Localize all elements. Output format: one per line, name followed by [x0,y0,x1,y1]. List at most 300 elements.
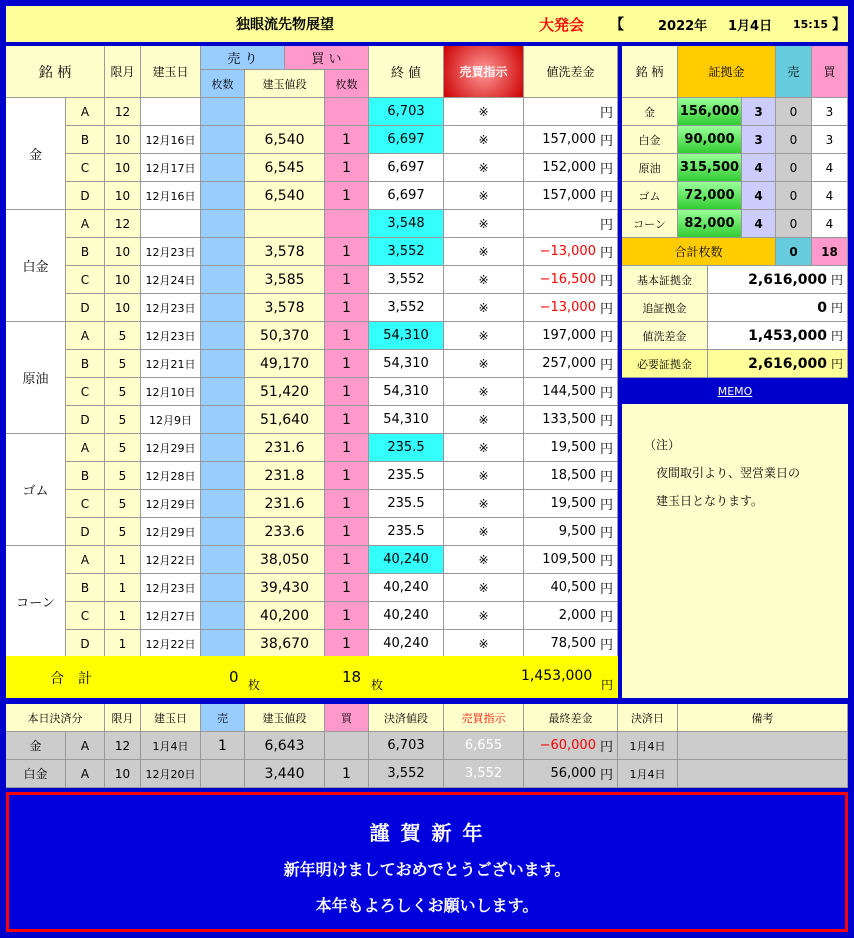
row-instruction[interactable]: ※ [444,322,524,350]
group-name: 白金 [6,210,66,322]
yen-unit: 円 [830,301,843,315]
header-year: 2022年 [658,18,708,34]
row-instruction[interactable]: ※ [444,406,524,434]
yen-unit: 円 [599,638,613,653]
side-row-buy: 3 [812,98,848,126]
row-date: 12月29日 [141,434,201,462]
row-instruction[interactable]: ※ [444,350,524,378]
row-diff [524,602,618,630]
yen-unit: 円 [599,302,613,317]
totals-buy: 18 [342,668,362,686]
row-date: 12月29日 [141,490,201,518]
bracket-close: 】 [832,17,846,33]
yen-unit: 円 [599,442,613,457]
row-diff [524,462,618,490]
row-instruction[interactable]: ※ [444,518,524,546]
row-instruction[interactable]: ※ [444,238,524,266]
page-title: 独眼流先物展望 [236,17,334,33]
settle-header-date: 建玉日 [141,704,201,732]
row-close: 40,240 [369,546,444,574]
row-close: 54,310 [369,378,444,406]
row-diff-value: 9,500 [558,524,596,539]
header-bar [6,6,848,42]
settle-row-instruction: 6,655 [444,732,524,760]
row-entry-price [245,210,325,238]
settlement-table [6,704,848,788]
row-limit: 5 [105,322,141,350]
yen-unit: 円 [599,582,613,597]
side-header-sell: 売 [776,46,812,98]
row-limit: 1 [105,602,141,630]
row-diff-value: 2,000 [558,608,596,623]
row-limit: 12 [105,98,141,126]
positions-table [6,46,618,698]
totals-yen: 円 [601,678,614,692]
row-date: 12月23日 [141,238,201,266]
row-sell-qty [201,126,245,154]
row-sub: B [66,238,105,266]
settle-header-final: 最終差金 [524,704,618,732]
row-limit: 5 [105,462,141,490]
yen-unit: 円 [599,274,613,289]
row-diff [524,126,618,154]
row-instruction[interactable]: ※ [444,434,524,462]
row-date: 12月29日 [141,518,201,546]
row-close: 235.5 [369,518,444,546]
row-instruction[interactable]: ※ [444,154,524,182]
row-limit: 10 [105,294,141,322]
side-row-name: 原油 [622,154,678,182]
row-limit: 10 [105,154,141,182]
row-entry-price: 233.6 [245,518,325,546]
settle-row-note [678,760,848,788]
row-instruction[interactable]: ※ [444,630,524,658]
row-close: 235.5 [369,490,444,518]
row-sell-qty [201,266,245,294]
row-sub: D [66,518,105,546]
yen-unit: 円 [599,330,613,345]
row-close: 40,240 [369,630,444,658]
row-instruction[interactable]: ※ [444,98,524,126]
summary-value-text: 0 [817,299,827,316]
settle-row-date: 12月20日 [141,760,201,788]
row-buy-qty: 1 [325,294,369,322]
settle-row-price: 6,643 [245,732,325,760]
row-limit: 10 [105,238,141,266]
header-date: 1月4日 [728,18,773,34]
row-date [141,98,201,126]
side-row-sell: 0 [776,126,812,154]
settle-row-settle-date: 1月4日 [618,760,678,788]
header-buy-qty: 枚数 [325,70,369,98]
row-diff [524,154,618,182]
row-entry-price: 6,540 [245,126,325,154]
side-row-sell: 0 [776,182,812,210]
row-date: 12月23日 [141,322,201,350]
row-close: 3,552 [369,238,444,266]
row-instruction[interactable]: ※ [444,574,524,602]
row-date: 12月21日 [141,350,201,378]
row-diff-value: 257,000 [542,356,596,371]
row-entry-price: 38,050 [245,546,325,574]
totals-label: 合 計 [50,671,92,687]
row-buy-qty: 1 [325,434,369,462]
row-close: 235.5 [369,462,444,490]
summary-value-text: 2,616,000 [748,355,827,372]
row-date: 12月16日 [141,182,201,210]
row-instruction[interactable]: ※ [444,462,524,490]
row-date: 12月24日 [141,266,201,294]
row-diff [524,378,618,406]
side-header-margin: 証拠金 [678,46,776,98]
side-row-name: 白金 [622,126,678,154]
row-sell-qty [201,154,245,182]
side-row-lots: 4 [742,210,776,238]
row-date: 12月16日 [141,126,201,154]
row-diff [524,630,618,658]
side-row-lots: 3 [742,126,776,154]
settle-row-sell [201,760,245,788]
row-sub: B [66,126,105,154]
row-entry-price: 3,578 [245,238,325,266]
side-header-buy: 買 [812,46,848,98]
row-buy-qty [325,210,369,238]
yen-unit: 円 [599,134,613,149]
yen-unit: 円 [599,768,613,783]
settle-row-instruction: 3,552 [444,760,524,788]
yen-unit: 円 [599,610,613,625]
memo-line-1: （注） [644,438,681,452]
row-sub: A [66,210,105,238]
row-sell-qty [201,602,245,630]
settle-row-final-value: −60,000 [539,738,596,753]
row-sell-qty [201,210,245,238]
group-name: 原油 [6,322,66,434]
row-diff [524,406,618,434]
row-diff-value: 109,500 [542,552,596,567]
row-diff-value: 197,000 [542,328,596,343]
side-row-margin: 72,000 [678,182,742,210]
row-buy-qty: 1 [325,154,369,182]
header-sell-qty: 枚数 [201,70,245,98]
row-buy-qty: 1 [325,630,369,658]
yen-unit: 円 [599,358,613,373]
yen-unit: 円 [830,329,843,343]
memo-box [622,404,848,698]
row-buy-qty: 1 [325,266,369,294]
side-row-buy: 4 [812,154,848,182]
yen-unit: 円 [599,526,613,541]
side-row-name: ゴム [622,182,678,210]
row-date [141,210,201,238]
row-sell-qty [201,350,245,378]
group-name: ゴム [6,434,66,546]
row-diff [524,266,618,294]
side-total-label: 合計枚数 [622,238,776,266]
settle-header-limit: 限月 [105,704,141,732]
row-limit: 5 [105,490,141,518]
row-entry-price: 3,578 [245,294,325,322]
side-row-lots: 3 [742,98,776,126]
banner-title: 謹 賀 新 年 [369,821,485,845]
yen-unit: 円 [599,554,613,569]
totals-diff: 1,453,000 [521,668,593,684]
row-buy-qty: 1 [325,350,369,378]
group-name: コーン [6,546,66,658]
row-diff-value: −13,000 [539,244,596,259]
yen-unit: 円 [599,106,613,121]
row-diff [524,574,618,602]
row-buy-qty: 1 [325,462,369,490]
settle-row-name: 金 [6,732,66,760]
settle-row-final [524,760,618,788]
header-brand: 銘 柄 [6,46,105,98]
row-date: 12月22日 [141,546,201,574]
bracket-open: 【 [610,17,624,33]
row-limit: 5 [105,350,141,378]
row-limit: 1 [105,546,141,574]
settle-row-buy: 1 [325,760,369,788]
row-close: 54,310 [369,406,444,434]
group-name: 金 [6,98,66,210]
side-row-margin: 90,000 [678,126,742,154]
side-row-margin: 156,000 [678,98,742,126]
row-diff-value: −13,000 [539,300,596,315]
totals-sell: 0 [229,668,239,686]
row-close: 6,697 [369,126,444,154]
settle-header-settle-price: 決済値段 [369,704,444,732]
row-diff [524,210,618,238]
row-sub: B [66,462,105,490]
row-instruction[interactable]: ※ [444,266,524,294]
side-row-lots: 4 [742,182,776,210]
header-buy: 買 い [285,46,369,70]
row-sell-qty [201,630,245,658]
row-sell-qty [201,406,245,434]
row-limit: 1 [105,630,141,658]
row-sub: C [66,602,105,630]
row-entry-price: 231.6 [245,490,325,518]
row-instruction[interactable]: ※ [444,378,524,406]
settle-row-limit: 10 [105,760,141,788]
row-entry-price: 38,670 [245,630,325,658]
settle-row-settle-date: 1月4日 [618,732,678,760]
row-entry-price: 231.8 [245,462,325,490]
side-row-sell: 0 [776,210,812,238]
memo-link[interactable] [622,382,848,400]
row-sell-qty [201,182,245,210]
yen-unit: 円 [599,498,613,513]
yen-unit: 円 [599,740,613,755]
row-buy-qty: 1 [325,602,369,630]
settle-header-sell: 売 [201,704,245,732]
row-date: 12月9日 [141,406,201,434]
row-instruction[interactable]: ※ [444,294,524,322]
row-sub: A [66,98,105,126]
summary-value [708,322,848,350]
settle-row-sub: A [66,760,105,788]
row-sell-qty [201,434,245,462]
row-date: 12月27日 [141,602,201,630]
banner-line-2: 本年もよろしくお願いします。 [315,896,539,915]
row-diff [524,98,618,126]
row-limit: 1 [105,574,141,602]
side-row-name: コーン [622,210,678,238]
row-entry-price: 39,430 [245,574,325,602]
summary-label: 必要証拠金 [622,350,708,378]
row-buy-qty: 1 [325,378,369,406]
row-sell-qty [201,238,245,266]
memo-link-text[interactable]: MEMO [717,384,753,398]
summary-label: 基本証拠金 [622,266,708,294]
row-close: 3,552 [369,266,444,294]
row-buy-qty: 1 [325,406,369,434]
row-sell-qty [201,294,245,322]
settle-row-name: 白金 [6,760,66,788]
new-year-banner [6,792,848,932]
row-sell-qty [201,490,245,518]
row-instruction[interactable]: ※ [444,546,524,574]
row-close: 6,697 [369,154,444,182]
row-sub: C [66,154,105,182]
row-diff-value: 78,500 [550,636,596,651]
settle-row-buy [325,732,369,760]
margin-panel [622,46,848,378]
row-sub: D [66,406,105,434]
side-row-margin: 82,000 [678,210,742,238]
row-sub: D [66,630,105,658]
row-sub: A [66,322,105,350]
row-sub: D [66,294,105,322]
memo-line-3: 建玉日となります。 [656,494,764,508]
header-limit: 限月 [105,46,141,98]
row-diff [524,238,618,266]
row-diff-value: 157,000 [542,132,596,147]
row-diff [524,294,618,322]
settle-header-label: 本日決済分 [6,704,105,732]
side-row-buy: 4 [812,210,848,238]
row-sell-qty [201,546,245,574]
settle-header-settle-date: 決済日 [618,704,678,732]
memo-line-2: 夜間取引より、翌営業日の [656,466,801,480]
yen-unit: 円 [599,246,613,261]
row-diff-value: 19,500 [550,440,596,455]
row-buy-qty: 1 [325,518,369,546]
summary-value [708,350,848,378]
header-instruction: 売買指示 [444,46,524,98]
totals-sell-unit: 枚 [248,678,261,692]
row-diff-value: 40,500 [550,580,596,595]
row-diff [524,434,618,462]
yen-unit: 円 [599,414,613,429]
row-instruction[interactable]: ※ [444,602,524,630]
side-row-buy: 3 [812,126,848,154]
row-diff [524,322,618,350]
row-entry-price: 51,420 [245,378,325,406]
row-sell-qty [201,574,245,602]
row-entry-price: 51,640 [245,406,325,434]
settle-row-final-value: 56,000 [550,766,596,781]
totals-buy-unit: 枚 [371,678,384,692]
row-limit: 5 [105,434,141,462]
row-diff [524,518,618,546]
yen-unit: 円 [599,190,613,205]
row-buy-qty: 1 [325,126,369,154]
row-close: 235.5 [369,434,444,462]
row-instruction[interactable]: ※ [444,182,524,210]
row-sell-qty [201,378,245,406]
row-date: 12月10日 [141,378,201,406]
side-total-buy: 18 [812,238,848,266]
settle-row-settle-price: 3,552 [369,760,444,788]
row-limit: 10 [105,182,141,210]
row-buy-qty: 1 [325,574,369,602]
row-entry-price: 6,545 [245,154,325,182]
row-close: 6,697 [369,182,444,210]
settle-row-settle-price: 6,703 [369,732,444,760]
row-diff-value: −16,500 [539,272,596,287]
side-row-sell: 0 [776,98,812,126]
row-diff-value: 133,500 [542,412,596,427]
settle-header-note: 備考 [678,704,848,732]
side-row-buy: 4 [812,182,848,210]
summary-value-text: 1,453,000 [748,327,827,344]
row-limit: 5 [105,518,141,546]
row-diff-value: 152,000 [542,160,596,175]
row-date: 12月23日 [141,294,201,322]
row-buy-qty: 1 [325,238,369,266]
row-diff [524,490,618,518]
row-sell-qty [201,518,245,546]
row-diff-value: 19,500 [550,496,596,511]
row-sell-qty [201,322,245,350]
row-sub: D [66,182,105,210]
row-close: 3,552 [369,294,444,322]
row-limit: 5 [105,406,141,434]
row-sub: C [66,266,105,294]
yen-unit: 円 [599,218,613,233]
row-diff-value: 18,500 [550,468,596,483]
row-sub: B [66,574,105,602]
row-sub: A [66,546,105,574]
header-sell: 売 り [201,46,285,70]
row-buy-qty: 1 [325,322,369,350]
summary-label: 値洗差金 [622,322,708,350]
row-diff-value: 157,000 [542,188,596,203]
row-entry-price: 6,540 [245,182,325,210]
row-buy-qty [325,98,369,126]
summary-value [708,294,848,322]
row-date: 12月17日 [141,154,201,182]
row-instruction[interactable]: ※ [444,210,524,238]
row-entry-price: 3,585 [245,266,325,294]
row-instruction[interactable]: ※ [444,126,524,154]
row-sub: A [66,434,105,462]
row-close: 54,310 [369,350,444,378]
settle-row-sub: A [66,732,105,760]
summary-value-text: 2,616,000 [748,271,827,288]
row-sub: C [66,378,105,406]
totals-row [6,656,618,698]
row-entry-price: 50,370 [245,322,325,350]
header-time: 15:15 [793,17,829,31]
row-close: 3,548 [369,210,444,238]
side-row-sell: 0 [776,154,812,182]
settle-row-final [524,732,618,760]
settle-header-price: 建玉値段 [245,704,325,732]
side-total-sell: 0 [776,238,812,266]
row-instruction[interactable]: ※ [444,490,524,518]
